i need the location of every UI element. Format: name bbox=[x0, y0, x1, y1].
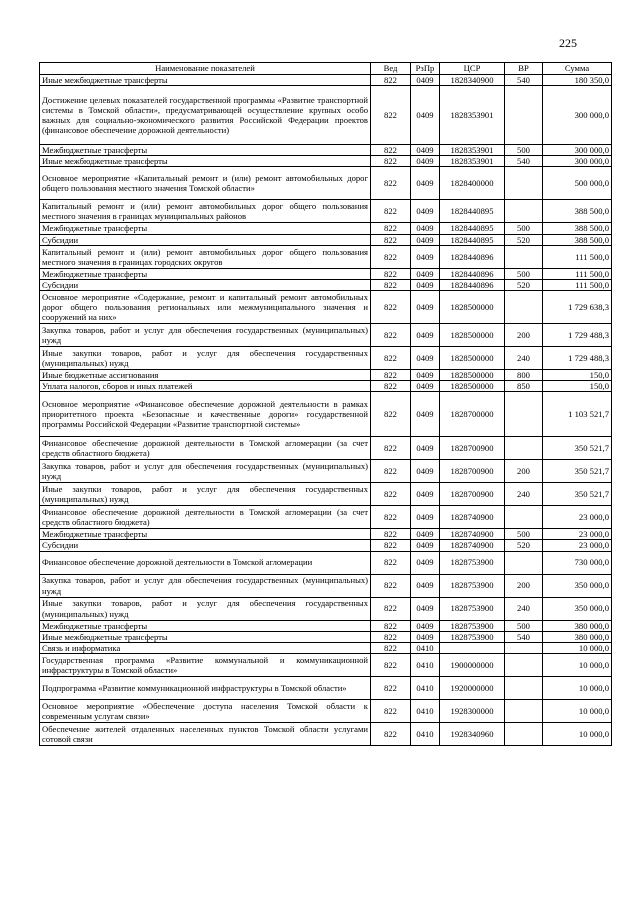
table-row bbox=[40, 437, 612, 460]
cell-ved: 822 bbox=[371, 506, 411, 529]
cell-csr: 1828440896 bbox=[440, 279, 505, 290]
cell-vr: 800 bbox=[505, 369, 543, 380]
table-row bbox=[40, 369, 612, 380]
cell-name: Подпрограмма «Развитие коммуникационной инфраструктуры в Томской области» bbox=[40, 676, 371, 699]
cell-ved: 822 bbox=[371, 699, 411, 722]
cell-name: Иные закупки товаров, работ и услуг для обеспечения государственных (муниципальных) нужд bbox=[40, 346, 371, 369]
cell-rzpr: 0409 bbox=[411, 323, 440, 346]
cell-name: Достижение целевых показателей государственной программы «Развитие транспортной системы в Томской области», предусматривающей осуществление крупных особо важных для социально-экономического развития Российской Федерации проектов (финансовое обеспечение дорожной деятельности) bbox=[40, 86, 371, 145]
cell-name: Финансовое обеспечение дорожной деятельности в Томской агломерации (за счет средств областного бюджета) bbox=[40, 506, 371, 529]
cell-sum: 1 103 521,7 bbox=[543, 392, 612, 437]
cell-rzpr: 0409 bbox=[411, 369, 440, 380]
table-row bbox=[40, 483, 612, 506]
cell-ved: 822 bbox=[371, 392, 411, 437]
cell-csr: 1828753900 bbox=[440, 631, 505, 642]
cell-csr: 1828700900 bbox=[440, 460, 505, 483]
cell-vr bbox=[505, 437, 543, 460]
cell-sum: 23 000,0 bbox=[543, 540, 612, 551]
cell-sum: 10 000,0 bbox=[543, 653, 612, 676]
cell-sum: 180 350,0 bbox=[543, 75, 612, 86]
cell-rzpr: 0410 bbox=[411, 676, 440, 699]
cell-rzpr: 0409 bbox=[411, 234, 440, 245]
cell-sum: 150,0 bbox=[543, 381, 612, 392]
cell-ved: 822 bbox=[371, 290, 411, 323]
cell-vr: 200 bbox=[505, 574, 543, 597]
cell-ved: 822 bbox=[371, 722, 411, 745]
table-row bbox=[40, 506, 612, 529]
cell-sum: 500 000,0 bbox=[543, 167, 612, 200]
cell-name: Субсидии bbox=[40, 234, 371, 245]
cell-sum: 111 500,0 bbox=[543, 245, 612, 268]
cell-vr: 540 bbox=[505, 75, 543, 86]
cell-rzpr: 0409 bbox=[411, 597, 440, 620]
table-row bbox=[40, 631, 612, 642]
cell-vr bbox=[505, 290, 543, 323]
header-name: Наименование показателей bbox=[40, 63, 371, 75]
table-row bbox=[40, 597, 612, 620]
table-row bbox=[40, 574, 612, 597]
cell-name: Межбюджетные трансферты bbox=[40, 145, 371, 156]
cell-csr: 1828500000 bbox=[440, 381, 505, 392]
cell-vr bbox=[505, 200, 543, 223]
cell-vr: 240 bbox=[505, 597, 543, 620]
cell-sum: 1 729 488,3 bbox=[543, 323, 612, 346]
cell-ved: 822 bbox=[371, 551, 411, 574]
cell-csr: 1828740900 bbox=[440, 540, 505, 551]
table-header-row bbox=[40, 63, 612, 75]
table-row bbox=[40, 653, 612, 676]
cell-rzpr: 0409 bbox=[411, 156, 440, 167]
cell-name: Связь и информатика bbox=[40, 642, 371, 653]
cell-sum: 300 000,0 bbox=[543, 86, 612, 145]
table-row bbox=[40, 529, 612, 540]
cell-sum: 1 729 638,3 bbox=[543, 290, 612, 323]
cell-rzpr: 0409 bbox=[411, 145, 440, 156]
cell-ved: 822 bbox=[371, 279, 411, 290]
header-sum: Сумма bbox=[543, 63, 612, 75]
cell-sum: 111 500,0 bbox=[543, 279, 612, 290]
cell-rzpr: 0409 bbox=[411, 86, 440, 145]
cell-name: Обеспечение жителей отдаленных населенных пунктов Томской области услугами сотовой связи bbox=[40, 722, 371, 745]
cell-sum: 380 000,0 bbox=[543, 620, 612, 631]
cell-rzpr: 0409 bbox=[411, 167, 440, 200]
cell-csr: 1828500000 bbox=[440, 346, 505, 369]
cell-ved: 822 bbox=[371, 460, 411, 483]
table-row bbox=[40, 245, 612, 268]
table-row bbox=[40, 620, 612, 631]
cell-sum: 23 000,0 bbox=[543, 506, 612, 529]
cell-ved: 822 bbox=[371, 642, 411, 653]
cell-name: Капитальный ремонт и (или) ремонт автомобильных дорог общего пользования местного значения в границах муниципальных районов bbox=[40, 200, 371, 223]
table-row bbox=[40, 156, 612, 167]
cell-rzpr: 0409 bbox=[411, 437, 440, 460]
cell-csr: 182835З901 bbox=[440, 86, 505, 145]
cell-csr: 1828500000 bbox=[440, 369, 505, 380]
cell-sum: 380 000,0 bbox=[543, 631, 612, 642]
cell-name: Основное мероприятие «Обеспечение доступа населения Томской области к современным услугам связи» bbox=[40, 699, 371, 722]
cell-ved: 822 bbox=[371, 156, 411, 167]
cell-csr: 1928340960 bbox=[440, 722, 505, 745]
cell-name: Иные межбюджетные трансферты bbox=[40, 75, 371, 86]
cell-vr bbox=[505, 86, 543, 145]
cell-sum: 730 000,0 bbox=[543, 551, 612, 574]
cell-ved: 822 bbox=[371, 653, 411, 676]
cell-name: Финансовое обеспечение дорожной деятельности в Томской агломерации bbox=[40, 551, 371, 574]
cell-ved: 822 bbox=[371, 245, 411, 268]
table-row bbox=[40, 642, 612, 653]
cell-sum: 350 521,7 bbox=[543, 437, 612, 460]
cell-rzpr: 0409 bbox=[411, 346, 440, 369]
table-row bbox=[40, 392, 612, 437]
cell-sum: 23 000,0 bbox=[543, 529, 612, 540]
cell-rzpr: 0409 bbox=[411, 506, 440, 529]
cell-ved: 822 bbox=[371, 574, 411, 597]
table-row bbox=[40, 551, 612, 574]
cell-csr: 1828440895 bbox=[440, 234, 505, 245]
cell-sum: 10 000,0 bbox=[543, 699, 612, 722]
cell-rzpr: 0409 bbox=[411, 223, 440, 234]
cell-rzpr: 0410 bbox=[411, 642, 440, 653]
table-row bbox=[40, 323, 612, 346]
cell-sum: 111 500,0 bbox=[543, 268, 612, 279]
table-body bbox=[40, 75, 612, 746]
cell-csr: 1828753900 bbox=[440, 620, 505, 631]
table-row bbox=[40, 167, 612, 200]
cell-name: Иные межбюджетные трансферты bbox=[40, 156, 371, 167]
cell-name: Межбюджетные трансферты bbox=[40, 223, 371, 234]
cell-sum: 350 521,7 bbox=[543, 483, 612, 506]
cell-ved: 822 bbox=[371, 529, 411, 540]
cell-ved: 822 bbox=[371, 167, 411, 200]
cell-rzpr: 0409 bbox=[411, 631, 440, 642]
cell-rzpr: 0410 bbox=[411, 699, 440, 722]
cell-vr bbox=[505, 676, 543, 699]
cell-vr: 500 bbox=[505, 620, 543, 631]
header-vr: ВР bbox=[505, 63, 543, 75]
cell-csr: 1920000000 bbox=[440, 676, 505, 699]
cell-name: Государственная программа «Развитие коммунальной и коммуникационной инфраструктуры в Томской области» bbox=[40, 653, 371, 676]
cell-ved: 822 bbox=[371, 145, 411, 156]
cell-ved: 822 bbox=[371, 631, 411, 642]
cell-csr: 1828440895 bbox=[440, 200, 505, 223]
cell-ved: 822 bbox=[371, 268, 411, 279]
cell-ved: 822 bbox=[371, 369, 411, 380]
cell-rzpr: 0409 bbox=[411, 529, 440, 540]
cell-rzpr: 0409 bbox=[411, 574, 440, 597]
cell-sum: 388 500,0 bbox=[543, 234, 612, 245]
cell-csr: 1828700900 bbox=[440, 483, 505, 506]
table-row bbox=[40, 234, 612, 245]
cell-rzpr: 0410 bbox=[411, 653, 440, 676]
page-number: 225 bbox=[559, 36, 577, 50]
table-row bbox=[40, 268, 612, 279]
cell-vr bbox=[505, 699, 543, 722]
cell-ved: 822 bbox=[371, 381, 411, 392]
cell-name: Основное мероприятие «Капитальный ремонт и (или) ремонт автомобильных дорог общего пользования местного значения Томской области» bbox=[40, 167, 371, 200]
cell-name: Иные закупки товаров, работ и услуг для обеспечения государственных (муниципальных) нужд bbox=[40, 483, 371, 506]
cell-csr: 1828753900 bbox=[440, 597, 505, 620]
cell-vr bbox=[505, 722, 543, 745]
cell-ved: 822 bbox=[371, 620, 411, 631]
cell-vr: 850 bbox=[505, 381, 543, 392]
cell-ved: 822 bbox=[371, 200, 411, 223]
table-row bbox=[40, 676, 612, 699]
cell-vr bbox=[505, 392, 543, 437]
cell-rzpr: 0409 bbox=[411, 245, 440, 268]
cell-vr: 200 bbox=[505, 323, 543, 346]
cell-ved: 822 bbox=[371, 597, 411, 620]
table-row bbox=[40, 223, 612, 234]
cell-name: Закупка товаров, работ и услуг для обеспечения государственных (муниципальных) нужд bbox=[40, 323, 371, 346]
cell-csr: 1828340900 bbox=[440, 75, 505, 86]
cell-vr bbox=[505, 506, 543, 529]
cell-ved: 822 bbox=[371, 75, 411, 86]
cell-sum: 350 000,0 bbox=[543, 597, 612, 620]
cell-name: Основное мероприятие «Финансовое обеспечение дорожной деятельности в рамках приоритетного проекта «Безопасные и качественные дороги» государственной программы Российской Федерации «Развитие транспортной системы» bbox=[40, 392, 371, 437]
header-rzpr: РзПр bbox=[411, 63, 440, 75]
cell-rzpr: 0410 bbox=[411, 722, 440, 745]
cell-ved: 822 bbox=[371, 86, 411, 145]
cell-csr: 1828700000 bbox=[440, 392, 505, 437]
cell-vr: 500 bbox=[505, 145, 543, 156]
table-row bbox=[40, 540, 612, 551]
cell-vr: 520 bbox=[505, 540, 543, 551]
cell-rzpr: 0409 bbox=[411, 392, 440, 437]
cell-vr bbox=[505, 642, 543, 653]
cell-vr: 500 bbox=[505, 268, 543, 279]
cell-ved: 822 bbox=[371, 346, 411, 369]
cell-rzpr: 0409 bbox=[411, 200, 440, 223]
cell-vr: 500 bbox=[505, 223, 543, 234]
cell-csr: 1828740900 bbox=[440, 506, 505, 529]
cell-ved: 822 bbox=[371, 234, 411, 245]
cell-vr: 200 bbox=[505, 460, 543, 483]
cell-csr: 1828400000 bbox=[440, 167, 505, 200]
cell-csr: 1828700900 bbox=[440, 437, 505, 460]
cell-vr bbox=[505, 653, 543, 676]
cell-csr: 1828500000 bbox=[440, 290, 505, 323]
cell-csr: 1828440895 bbox=[440, 223, 505, 234]
cell-csr: 1828753900 bbox=[440, 574, 505, 597]
cell-name: Межбюджетные трансферты bbox=[40, 529, 371, 540]
cell-csr bbox=[440, 642, 505, 653]
cell-name: Закупка товаров, работ и услуг для обеспечения государственных (муниципальных) нужд bbox=[40, 460, 371, 483]
cell-csr: 1828440896 bbox=[440, 268, 505, 279]
cell-vr bbox=[505, 245, 543, 268]
cell-rzpr: 0409 bbox=[411, 551, 440, 574]
cell-csr: 1928300000 bbox=[440, 699, 505, 722]
cell-vr: 540 bbox=[505, 631, 543, 642]
cell-rzpr: 0409 bbox=[411, 460, 440, 483]
cell-vr bbox=[505, 551, 543, 574]
table-row bbox=[40, 290, 612, 323]
cell-csr: 182835З901 bbox=[440, 156, 505, 167]
header-ved: Вед bbox=[371, 63, 411, 75]
cell-name: Основное мероприятие «Содержание, ремонт и капитальный ремонт автомобильных дорог общего пользования региональных или межмуниципального значения и сооружений на них» bbox=[40, 290, 371, 323]
cell-ved: 822 bbox=[371, 676, 411, 699]
cell-ved: 822 bbox=[371, 540, 411, 551]
cell-vr: 500 bbox=[505, 529, 543, 540]
table-row bbox=[40, 86, 612, 145]
cell-name: Иные бюджетные ассигнования bbox=[40, 369, 371, 380]
cell-rzpr: 0409 bbox=[411, 540, 440, 551]
cell-ved: 822 bbox=[371, 223, 411, 234]
cell-name: Иные межбюджетные трансферты bbox=[40, 631, 371, 642]
cell-csr: 182835З901 bbox=[440, 145, 505, 156]
cell-vr bbox=[505, 167, 543, 200]
cell-rzpr: 0409 bbox=[411, 483, 440, 506]
cell-csr: 1828500000 bbox=[440, 323, 505, 346]
cell-vr: 240 bbox=[505, 483, 543, 506]
cell-sum: 388 500,0 bbox=[543, 200, 612, 223]
cell-name: Иные закупки товаров, работ и услуг для обеспечения государственных (муниципальных) нужд bbox=[40, 597, 371, 620]
cell-rzpr: 0409 bbox=[411, 279, 440, 290]
cell-rzpr: 0409 bbox=[411, 268, 440, 279]
cell-sum: 350 000,0 bbox=[543, 574, 612, 597]
cell-name: Субсидии bbox=[40, 279, 371, 290]
cell-ved: 822 bbox=[371, 483, 411, 506]
table-row bbox=[40, 145, 612, 156]
cell-name: Закупка товаров, работ и услуг для обеспечения государственных (муниципальных) нужд bbox=[40, 574, 371, 597]
cell-rzpr: 0409 bbox=[411, 381, 440, 392]
cell-sum: 300 000,0 bbox=[543, 145, 612, 156]
cell-name: Финансовое обеспечение дорожной деятельности в Томской агломерации (за счет средств областного бюджета) bbox=[40, 437, 371, 460]
cell-vr: 540 bbox=[505, 156, 543, 167]
table-row bbox=[40, 699, 612, 722]
cell-name: Межбюджетные трансферты bbox=[40, 620, 371, 631]
cell-sum: 10 000,0 bbox=[543, 676, 612, 699]
cell-rzpr: 0409 bbox=[411, 290, 440, 323]
cell-rzpr: 0409 bbox=[411, 620, 440, 631]
table-row bbox=[40, 722, 612, 745]
table-row bbox=[40, 346, 612, 369]
cell-sum: 388 500,0 bbox=[543, 223, 612, 234]
cell-csr: 1828753900 bbox=[440, 551, 505, 574]
cell-ved: 822 bbox=[371, 323, 411, 346]
cell-ved: 822 bbox=[371, 437, 411, 460]
budget-table bbox=[39, 62, 612, 746]
cell-sum: 300 000,0 bbox=[543, 156, 612, 167]
cell-vr: 520 bbox=[505, 279, 543, 290]
table-row bbox=[40, 460, 612, 483]
cell-vr: 240 bbox=[505, 346, 543, 369]
cell-sum: 10 000,0 bbox=[543, 642, 612, 653]
cell-name: Уплата налогов, сборов и иных платежей bbox=[40, 381, 371, 392]
cell-sum: 350 521,7 bbox=[543, 460, 612, 483]
table-row bbox=[40, 381, 612, 392]
cell-sum: 150,0 bbox=[543, 369, 612, 380]
cell-name: Капитальный ремонт и (или) ремонт автомобильных дорог общего пользования местного значения в границах городских округов bbox=[40, 245, 371, 268]
table-row bbox=[40, 75, 612, 86]
cell-csr: 1828740900 bbox=[440, 529, 505, 540]
table-row bbox=[40, 200, 612, 223]
cell-name: Субсидии bbox=[40, 540, 371, 551]
cell-sum: 10 000,0 bbox=[543, 722, 612, 745]
table-row bbox=[40, 279, 612, 290]
cell-name: Межбюджетные трансферты bbox=[40, 268, 371, 279]
cell-csr: 1828440896 bbox=[440, 245, 505, 268]
cell-sum: 1 729 488,3 bbox=[543, 346, 612, 369]
header-csr: ЦСР bbox=[440, 63, 505, 75]
cell-csr: 1900000000 bbox=[440, 653, 505, 676]
cell-vr: 520 bbox=[505, 234, 543, 245]
cell-rzpr: 0409 bbox=[411, 75, 440, 86]
